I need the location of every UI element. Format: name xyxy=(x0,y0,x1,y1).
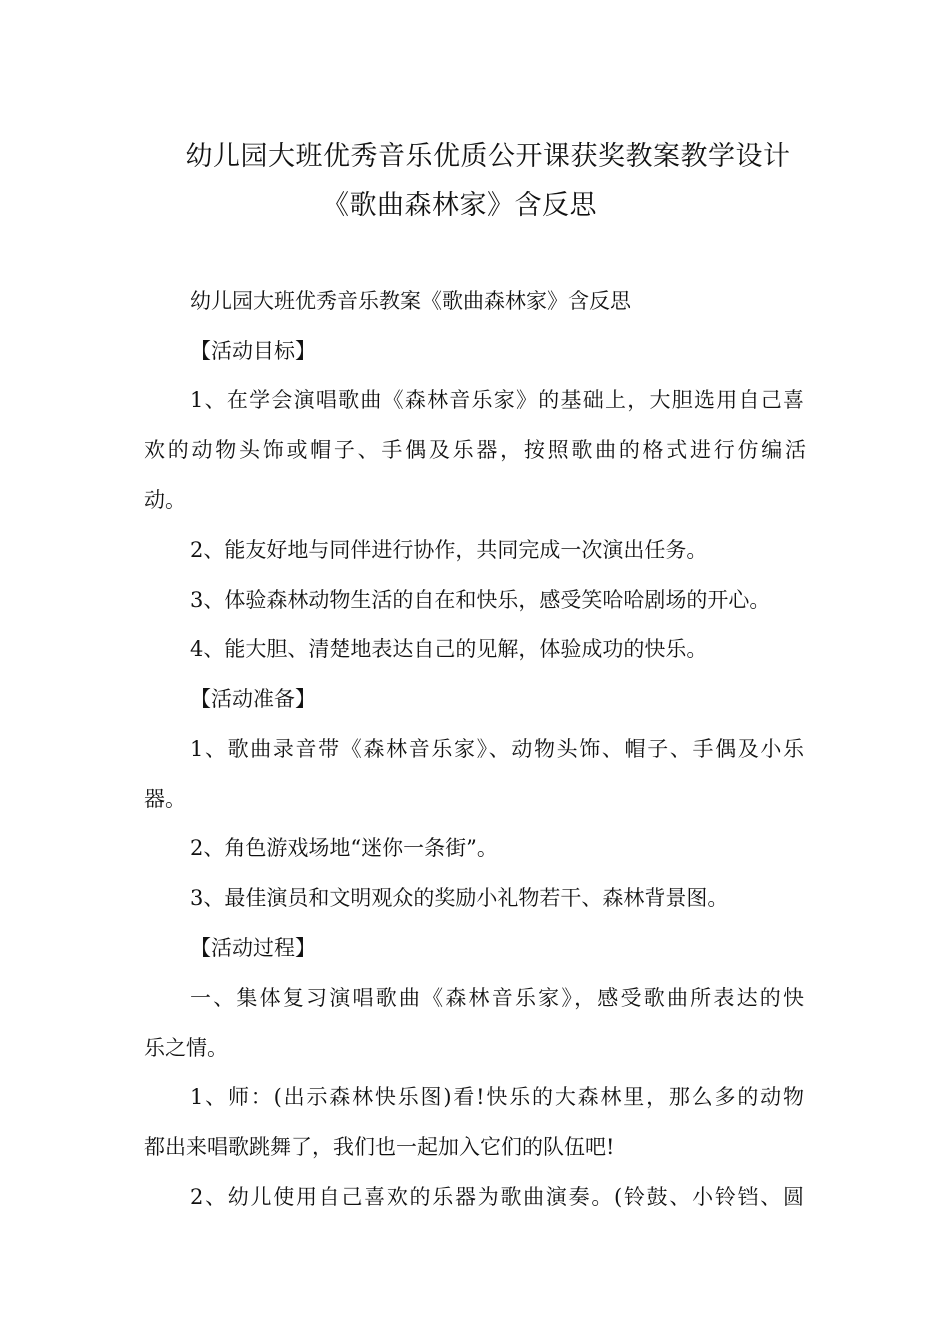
document-subtitle: 幼儿园大班优秀音乐教案《歌曲森林家》含反思 xyxy=(190,289,631,313)
prep-1-line-2: 器。 xyxy=(144,787,186,811)
section-heading-preparation: 【活动准备】 xyxy=(190,687,316,711)
goal-4: 4、能大胆、清楚地表达自己的见解，体验成功的快乐。 xyxy=(190,637,708,661)
goal-3: 3、体验森林动物生活的自在和快乐，感受笑哈哈剧场的开心。 xyxy=(190,588,771,612)
step-1-line-1: 1、师：(出示森林快乐图)看!快乐的大森林里，那么多的动物 xyxy=(190,1085,804,1109)
process-1-line-2: 乐之情。 xyxy=(144,1036,228,1060)
step-1-line-2: 都出来唱歌跳舞了，我们也一起加入它们的队伍吧! xyxy=(144,1135,615,1159)
document-title-line-2: 《歌曲森林家》含反思 xyxy=(322,190,597,221)
goal-1-line-2: 欢的动物头饰或帽子、手偶及乐器，按照歌曲的格式进行仿编活 xyxy=(144,438,806,462)
prep-2: 2、角色游戏场地“迷你一条街”。 xyxy=(190,836,498,860)
prep-1-line-1: 1、歌曲录音带《森林音乐家》、动物头饰、帽子、手偶及小乐 xyxy=(190,737,804,761)
section-heading-process: 【活动过程】 xyxy=(190,936,316,960)
goal-1-line-1: 1、在学会演唱歌曲《森林音乐家》的基础上，大胆选用自己喜 xyxy=(190,388,804,412)
step-2-line-1: 2、幼儿使用自己喜欢的乐器为歌曲演奏。(铃鼓、小铃铛、圆 xyxy=(190,1185,804,1209)
prep-3: 3、最佳演员和文明观众的奖励小礼物若干、森林背景图。 xyxy=(190,886,729,910)
document-title-line-1: 幼儿园大班优秀音乐优质公开课获奖教案教学设计 xyxy=(185,141,791,172)
process-1-line-1: 一、集体复习演唱歌曲《森林音乐家》，感受歌曲所表达的快 xyxy=(190,986,804,1010)
goal-2: 2、能友好地与同伴进行协作，共同完成一次演出任务。 xyxy=(190,538,708,562)
goal-1-line-3: 动。 xyxy=(144,488,186,512)
section-heading-goals: 【活动目标】 xyxy=(190,339,316,363)
